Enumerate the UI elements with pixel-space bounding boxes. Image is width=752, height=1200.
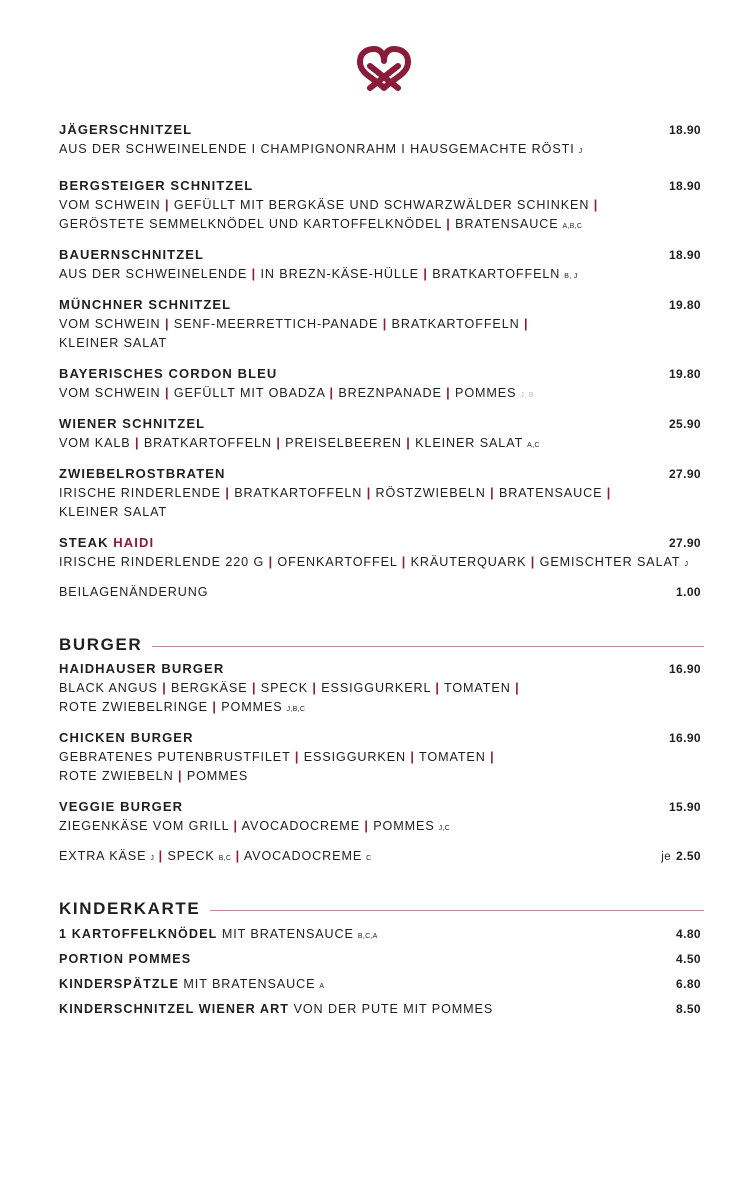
item-price: 27.90 [668, 467, 701, 481]
menu-item-veggie-burger [59, 799, 701, 838]
allergen-codes: A,B,C [562, 223, 583, 230]
menu-item-chicken-burger [59, 730, 701, 786]
item-price: 27.90 [668, 536, 701, 550]
menu-item-bauernschnitzel [59, 247, 701, 286]
item-description: BLACK ANGUS | BERGKÄSE | SPECK | ESSIGGURKERL | TOMATEN | ROTE ZWIEBELRINGE | POMMES J,B,C [59, 681, 520, 714]
menu-item-kartoffelknoedel [59, 925, 701, 943]
item-description: IRISCHE RINDERLENDE | BRATKARTOFFELN | RÖSTZWIEBELN | BRATENSAUCE | KLEINER SALAT [59, 486, 612, 519]
item-price: 19.80 [668, 298, 701, 312]
menu-item-kinderspaetzle [59, 975, 701, 993]
allergen-codes: A [319, 983, 325, 990]
section-title: KINDERKARTE [59, 899, 201, 918]
item-name: BERGSTEIGER SCHNITZEL [59, 178, 254, 193]
section-divider [152, 646, 704, 647]
section-header-kinderkarte [59, 899, 704, 919]
item-description: AUS DER SCHWEINELENDE | IN BREZN-KÄSE-HÜLLE | BRATKARTOFFELN B, J [59, 267, 578, 281]
item-description: VOM SCHWEIN | GEFÜLLT MIT BERGKÄSE UND SCHWARZWÄLDER SCHINKEN | GERÖSTETE SEMMELKNÖDEL UND KARTOFFELKNÖDEL | BRATENSAUCE A,B,C [59, 198, 599, 231]
allergen-codes: J,C [438, 825, 451, 832]
menu-item-steak-haidi [59, 535, 701, 574]
allergen-codes: A,C [527, 442, 540, 449]
menu-item-kinderschnitzel [59, 1000, 701, 1018]
item-price: 18.90 [668, 248, 701, 262]
menu-item-bergsteiger-schnitzel [59, 178, 701, 236]
item-description: VOM SCHWEIN | GEFÜLLT MIT OBADZA | BREZNPANADE | POMMES J, B [59, 386, 534, 400]
item-name: JÄGERSCHNITZEL [59, 122, 193, 137]
item-price: 16.90 [668, 731, 701, 745]
item-price: 15.90 [668, 800, 701, 814]
menu-item-portion-pommes [59, 950, 701, 968]
item-name: STEAK HAIDI [59, 535, 155, 550]
menu-item-haidhauser-burger [59, 661, 701, 719]
section-header-burger [59, 635, 704, 655]
item-price: 6.80 [676, 977, 701, 991]
item-price: 18.90 [668, 179, 701, 193]
section-title: BURGER [59, 635, 143, 654]
burger-extras [59, 849, 701, 863]
beilagen-aenderung [59, 585, 701, 599]
item-price: 18.90 [668, 123, 701, 137]
item-price: 4.80 [676, 927, 701, 941]
item-price: 1.00 [676, 585, 701, 599]
extras-list: EXTRA KÄSE J | SPECK B,C | AVOCADOCREME C [59, 849, 372, 863]
item-name: 1 KARTOFFELKNÖDEL MIT BRATENSAUCE B,C,A [59, 927, 378, 941]
allergen-codes: B, J [564, 273, 578, 280]
item-description: IRISCHE RINDERLENDE 220 G | OFENKARTOFFEL | KRÄUTERQUARK | GEMISCHTER SALAT J [59, 555, 689, 569]
menu-item-jaegerschnitzel [59, 122, 701, 161]
item-name: MÜNCHNER SCHNITZEL [59, 297, 232, 312]
item-name: PORTION POMMES [59, 952, 192, 966]
item-name: VEGGIE BURGER [59, 799, 184, 814]
item-price: 16.90 [668, 662, 701, 676]
item-name: WIENER SCHNITZEL [59, 416, 206, 431]
item-price: 19.80 [668, 367, 701, 381]
allergen-codes: J [578, 148, 583, 155]
item-description: GEBRATENES PUTENBRUSTFILET | ESSIGGURKEN | TOMATEN | ROTE ZWIEBELN | POMMES [59, 750, 495, 783]
item-price: 25.90 [668, 417, 701, 431]
item-name: BAUERNSCHNITZEL [59, 247, 205, 262]
item-name: KINDERSPÄTZLE MIT BRATENSAUCE A [59, 977, 325, 991]
item-name: ZWIEBELROSTBRATEN [59, 466, 226, 481]
item-price: je 2.50 [661, 849, 701, 863]
pretzel-icon [354, 44, 414, 96]
item-name: BAYERISCHES CORDON BLEU [59, 366, 278, 381]
allergen-codes: J,B,C [286, 706, 306, 713]
item-name: CHICKEN BURGER [59, 730, 194, 745]
item-description: VOM KALB | BRATKARTOFFELN | PREISELBEEREN | KLEINER SALAT A,C [59, 436, 540, 450]
item-price: 4.50 [676, 952, 701, 966]
item-description: AUS DER SCHWEINELENDE I CHAMPIGNONRAHM I HAUSGEMACHTE RÖSTI J [59, 142, 583, 156]
section-divider [210, 910, 704, 911]
menu-item-muenchner-schnitzel [59, 297, 701, 353]
allergen-codes: J, B [520, 392, 534, 399]
item-price: 8.50 [676, 1002, 701, 1016]
item-name: BEILAGENÄNDERUNG [59, 585, 209, 599]
menu-item-cordon-bleu [59, 366, 701, 405]
menu-item-zwiebelrostbraten [59, 466, 701, 522]
item-description: VOM SCHWEIN | SENF-MEERRETTICH-PANADE | BRATKARTOFFELN | KLEINER SALAT [59, 317, 529, 350]
item-description: ZIEGENKÄSE VOM GRILL | AVOCADOCREME | POMMES J,C [59, 819, 451, 833]
item-name: HAIDHAUSER BURGER [59, 661, 225, 676]
item-name: KINDERSCHNITZEL WIENER ART VON DER PUTE MIT POMMES [59, 1002, 494, 1016]
allergen-codes: B,C,A [357, 933, 378, 940]
menu-item-wiener-schnitzel [59, 416, 701, 455]
allergen-codes: J [684, 561, 689, 568]
